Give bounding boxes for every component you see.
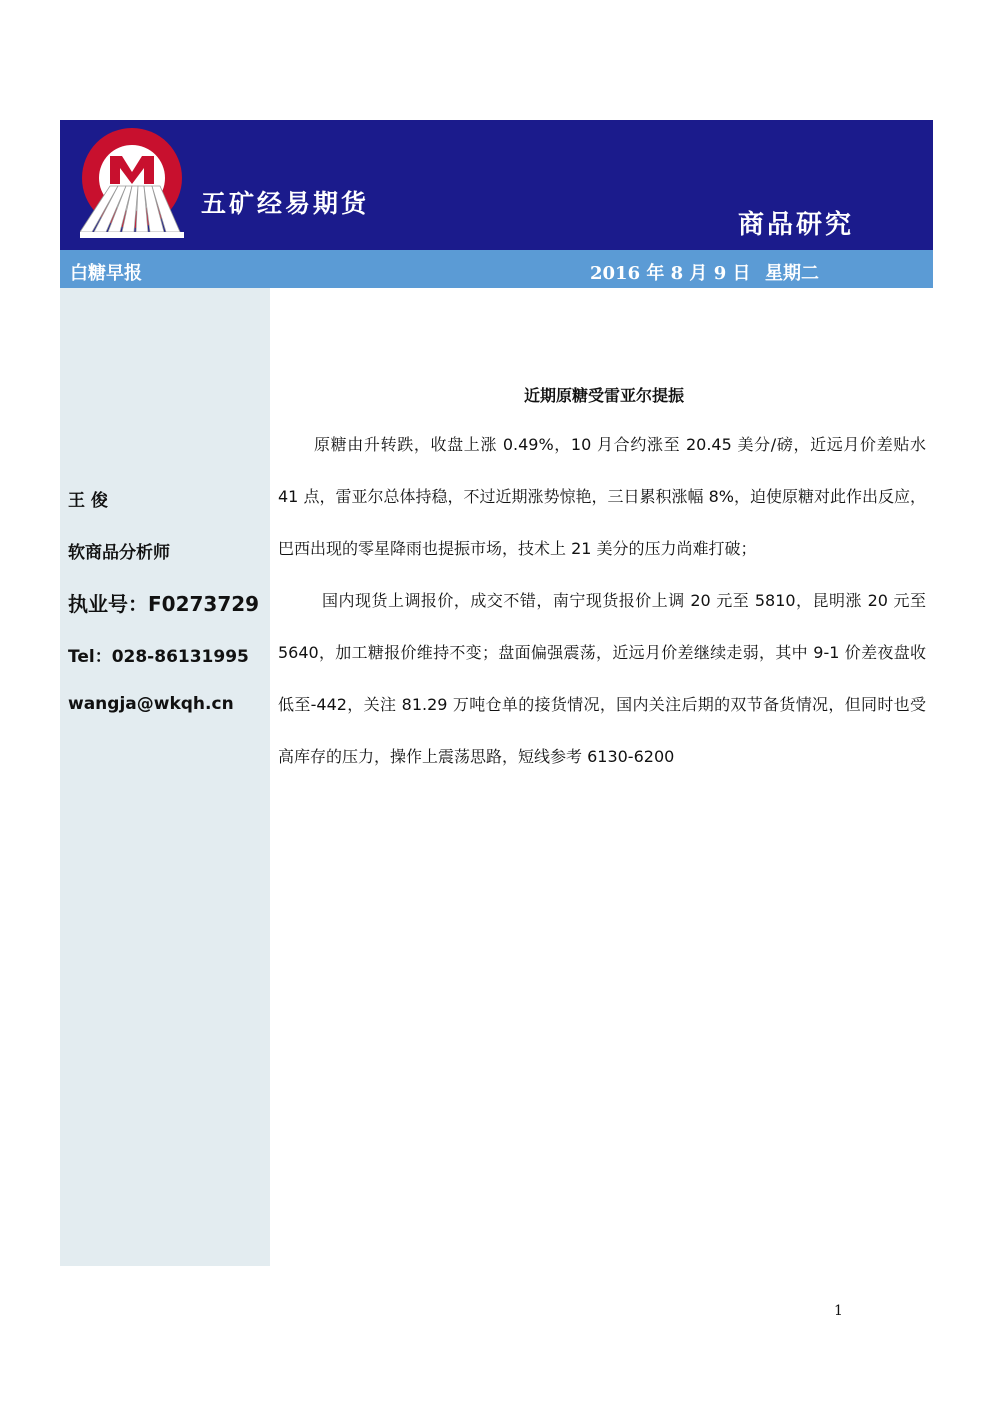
- author-tel: Tel：028-86131995: [68, 647, 249, 667]
- minmetals-logo: [80, 128, 190, 240]
- report-weekday: 星期二: [765, 263, 819, 284]
- article-paragraph: 原糖由升转跌，收盘上涨 0.49%，10 月合约涨至 20.45 美分/磅，近远月价差贴水 41 点，雷亚尔总体持稳，不过近期涨势惊艳，三日累积涨幅 8%，迫使原糖对此作出反应，巴西出现的零星降雨也提振市场，技术上 21 美分的压力尚难打破；: [278, 435, 926, 558]
- author-license: 执业号：F0273729: [68, 592, 260, 616]
- header-band: [60, 120, 933, 250]
- section-title: 商品研究: [738, 210, 855, 240]
- article-title: 近期原糖受雷亚尔提振: [524, 386, 685, 405]
- report-type: 白糖早报: [70, 263, 142, 284]
- author-name: 王 俊: [68, 491, 108, 511]
- company-name: 五矿经易期货: [201, 189, 370, 218]
- page-number: 1: [834, 1303, 843, 1319]
- author-sidebar: [60, 288, 270, 1266]
- report-date: 2016 年 8 月 9 日: [590, 263, 751, 284]
- author-title: 软商品分析师: [68, 543, 170, 563]
- article-paragraph: 国内现货上调报价，成交不错，南宁现货报价上调 20 元至 5810，昆明涨 20 元至 5640，加工糖报价维持不变；盘面偏强震荡，近远月价差继续走弱，其中 9-1 价差夜盘收低至-442，关注 81.29 万吨仓单的接货情况，国内关注后期的双节备货情况，但同时也受高库存的压力，操作上震荡思路，短线参考 6130-6200: [278, 591, 926, 766]
- subheader-band: [60, 250, 933, 288]
- author-email[interactable]: wangja@wkqh.cn: [68, 694, 234, 714]
